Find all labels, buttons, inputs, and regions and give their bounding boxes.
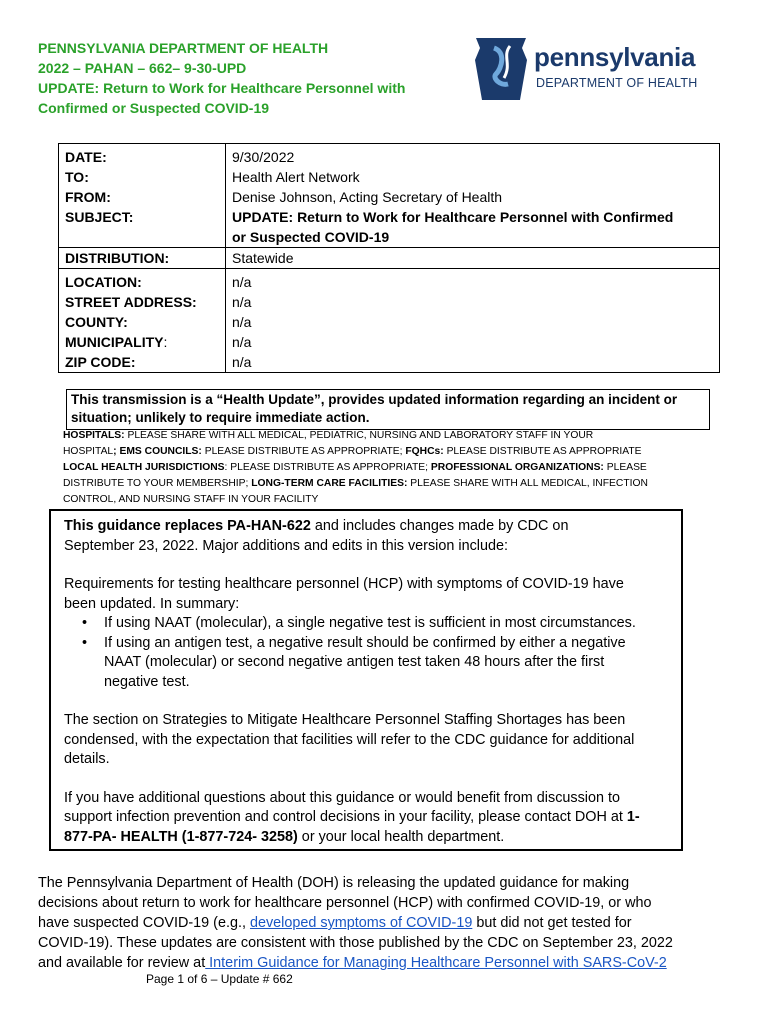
county-value: n/a	[232, 314, 252, 330]
health-update-notice: This transmission is a “Health Update”, provides updated information regarding an incident or situation; unlikely to require immediate action.	[66, 389, 710, 430]
box-para-4: If you have additional questions about this guidance or would benefit from discussion to	[64, 789, 620, 806]
testing-bullets	[64, 614, 669, 692]
info-labels-location	[59, 269, 226, 373]
date-value: 9/30/2022	[232, 149, 295, 165]
from-value: Denise Johnson, Acting Secretary of Health	[232, 189, 503, 205]
distribution-label: DISTRIBUTION:	[59, 248, 226, 269]
distribution-instructions: HOSPITALS: PLEASE SHARE WITH ALL MEDICAL, PEDIATRIC, NURSING AND LABORATORY STAFF IN YOUR HOSPITAL; EMS COUNCILS: PLEASE DISTRIBUTE AS APPROPRIATE; FQHCs: PLEASE DISTRIBUTE AS APPROPRIATE LOCAL HEALTH JURISDICTIONS: PLEASE DISTRIBUTE AS APPROPRIATE; PROFESSIONAL ORGANIZATIONS: PLEASE DISTRIBUTE TO YOUR MEMBERSHIP; LONG-TERM CARE FACILITIES: PLEASE SHARE WITH ALL MEDICAL, INFECTION CONTROL, AND NURSING STAFF IN YOUR FACILITY	[63, 430, 648, 505]
street-label: STREET ADDRESS:	[65, 294, 197, 310]
page-footer: Page 1 of 6 – Update # 662	[146, 972, 293, 986]
location-value: n/a	[232, 274, 252, 290]
zip-label: ZIP CODE:	[65, 354, 136, 370]
alert-info-table	[58, 143, 720, 373]
date-label: DATE:	[65, 149, 107, 165]
county-label: COUNTY:	[65, 314, 128, 330]
location-label: LOCATION:	[65, 274, 142, 290]
header-line-3: UPDATE: Return to Work for Healthcare Personnel with	[38, 80, 406, 96]
info-row-distribution	[59, 248, 720, 269]
pa-doh-logo	[472, 38, 712, 100]
symptoms-link[interactable]: developed symptoms of COVID-19	[249, 915, 473, 931]
interim-guidance-link[interactable]: Interim Guidance for Managing Healthcare Personnel with SARS-CoV-2	[205, 955, 667, 971]
header-line-2: 2022 – PAHAN – 662– 9-30-UPD	[38, 60, 247, 76]
info-block-top	[59, 144, 720, 248]
box-para-1: This guidance replaces PA-HAN-622 and includes changes made by CDC on	[64, 518, 569, 534]
street-value: n/a	[232, 294, 252, 310]
logo-wordmark: pennsylvania	[534, 42, 696, 72]
bullet-naat: • If using NAAT (molecular), a single negative test is sufficient in most circumstances.	[104, 614, 669, 634]
header-line-1: PENNSYLVANIA DEPARTMENT OF HEALTH	[38, 40, 329, 56]
intro-paragraph: The Pennsylvania Department of Health (DOH) is releasing the updated guidance for making decisions about return to work for healthcare personnel (HCP) with confirmed COVID-19, or who have suspected COVID-19 (e.g., developed symptoms of COVID-19 but did not get tested for COVID-19). These updates are consistent with those published by the CDC on September 23, 2022 and available for review at Interim Guidance for Managing Healthcare Personnel with SARS-CoV-2	[38, 875, 673, 971]
box-para-3: The section on Strategies to Mitigate Healthcare Personnel Staffing Shortages has been	[64, 712, 626, 728]
logo-subtitle: DEPARTMENT OF HEALTH	[536, 76, 698, 90]
info-values-top	[226, 144, 720, 248]
info-values-location	[226, 269, 720, 373]
municipality-value: n/a	[232, 334, 252, 350]
box-para-2: Requirements for testing healthcare personnel (HCP) with symptoms of COVID-19 have	[64, 576, 624, 592]
municipality-label: MUNICIPALITY:	[65, 334, 168, 350]
header-line-4: Confirmed or Suspected COVID-19	[38, 100, 270, 116]
info-block-location	[59, 269, 720, 373]
from-label: FROM:	[65, 189, 111, 205]
distribution-value: Statewide	[226, 248, 720, 269]
document-header	[38, 38, 458, 118]
zip-value: n/a	[232, 354, 252, 370]
subject-value-line-2: or Suspected COVID-19	[232, 229, 390, 245]
subject-value-line-1: UPDATE: Return to Work for Healthcare Personnel with Confirmed	[232, 209, 674, 225]
keystone-icon	[472, 38, 530, 100]
info-labels-top	[59, 144, 226, 248]
bullet-antigen: • If using an antigen test, a negative result should be confirmed by either a negative NAAT (molecular) or second negative antigen test taken 48 hours after the first negative test.	[104, 634, 669, 693]
guidance-summary-box: This guidance replaces PA-HAN-622 and includes changes made by CDC on September 23, 2022. Major additions and edits in this version include: Requirements for testing healthcare personnel (HCP) with symptoms of COVID-19 have been updated. In summary: • If using NAAT (molecular), a single negative test is sufficient in most circumstances. • If using an antigen test, a negative result should be confirmed by either a negative NAAT (molecular) or second negative antigen test taken 48 hours after the first negative test. The section on Strategies to Mitigate Healthcare Personnel Staffing Shortages has been condensed, with the expectation that facilities will refer to the CDC guidance for additional details. If you have additional questions about this guidance or would benefit from discussion to support infection prevention and control decisions in your facility, please contact DOH at 1- 877-PA- HEALTH (1-877-724- 3258) or your local health department.	[49, 509, 683, 851]
to-value: Health Alert Network	[232, 169, 360, 185]
subject-label: SUBJECT:	[65, 209, 134, 225]
to-label: TO:	[65, 169, 89, 185]
